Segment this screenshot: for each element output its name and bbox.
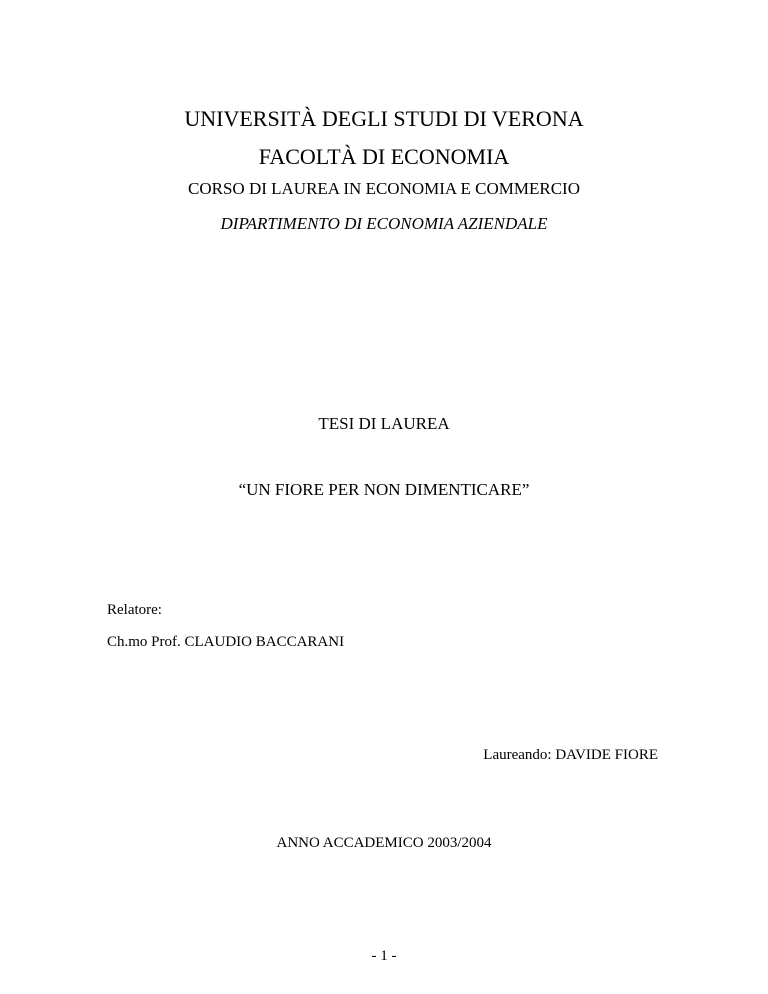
page-number: - 1 - xyxy=(371,948,397,964)
department-name: DIPARTIMENTO DI ECONOMIA AZIENDALE xyxy=(220,214,548,233)
thesis-title: “UN FIORE PER NON DIMENTICARE” xyxy=(238,480,530,499)
supervisor-name: Ch.mo Prof. CLAUDIO BACCARANI xyxy=(107,634,345,650)
academic-year: ANNO ACCADEMICO 2003/2004 xyxy=(276,835,492,851)
faculty-name: FACOLTÀ DI ECONOMIA xyxy=(258,144,510,169)
supervisor-label: Relatore: xyxy=(107,602,162,618)
degree-course: CORSO DI LAUREA IN ECONOMIA E COMMERCIO xyxy=(188,179,580,198)
university-name: UNIVERSITÀ DEGLI STUDI DI VERONA xyxy=(184,106,584,131)
thesis-type: TESI DI LAUREA xyxy=(318,414,450,433)
candidate-name: Laureando: DAVIDE FIORE xyxy=(483,747,658,763)
